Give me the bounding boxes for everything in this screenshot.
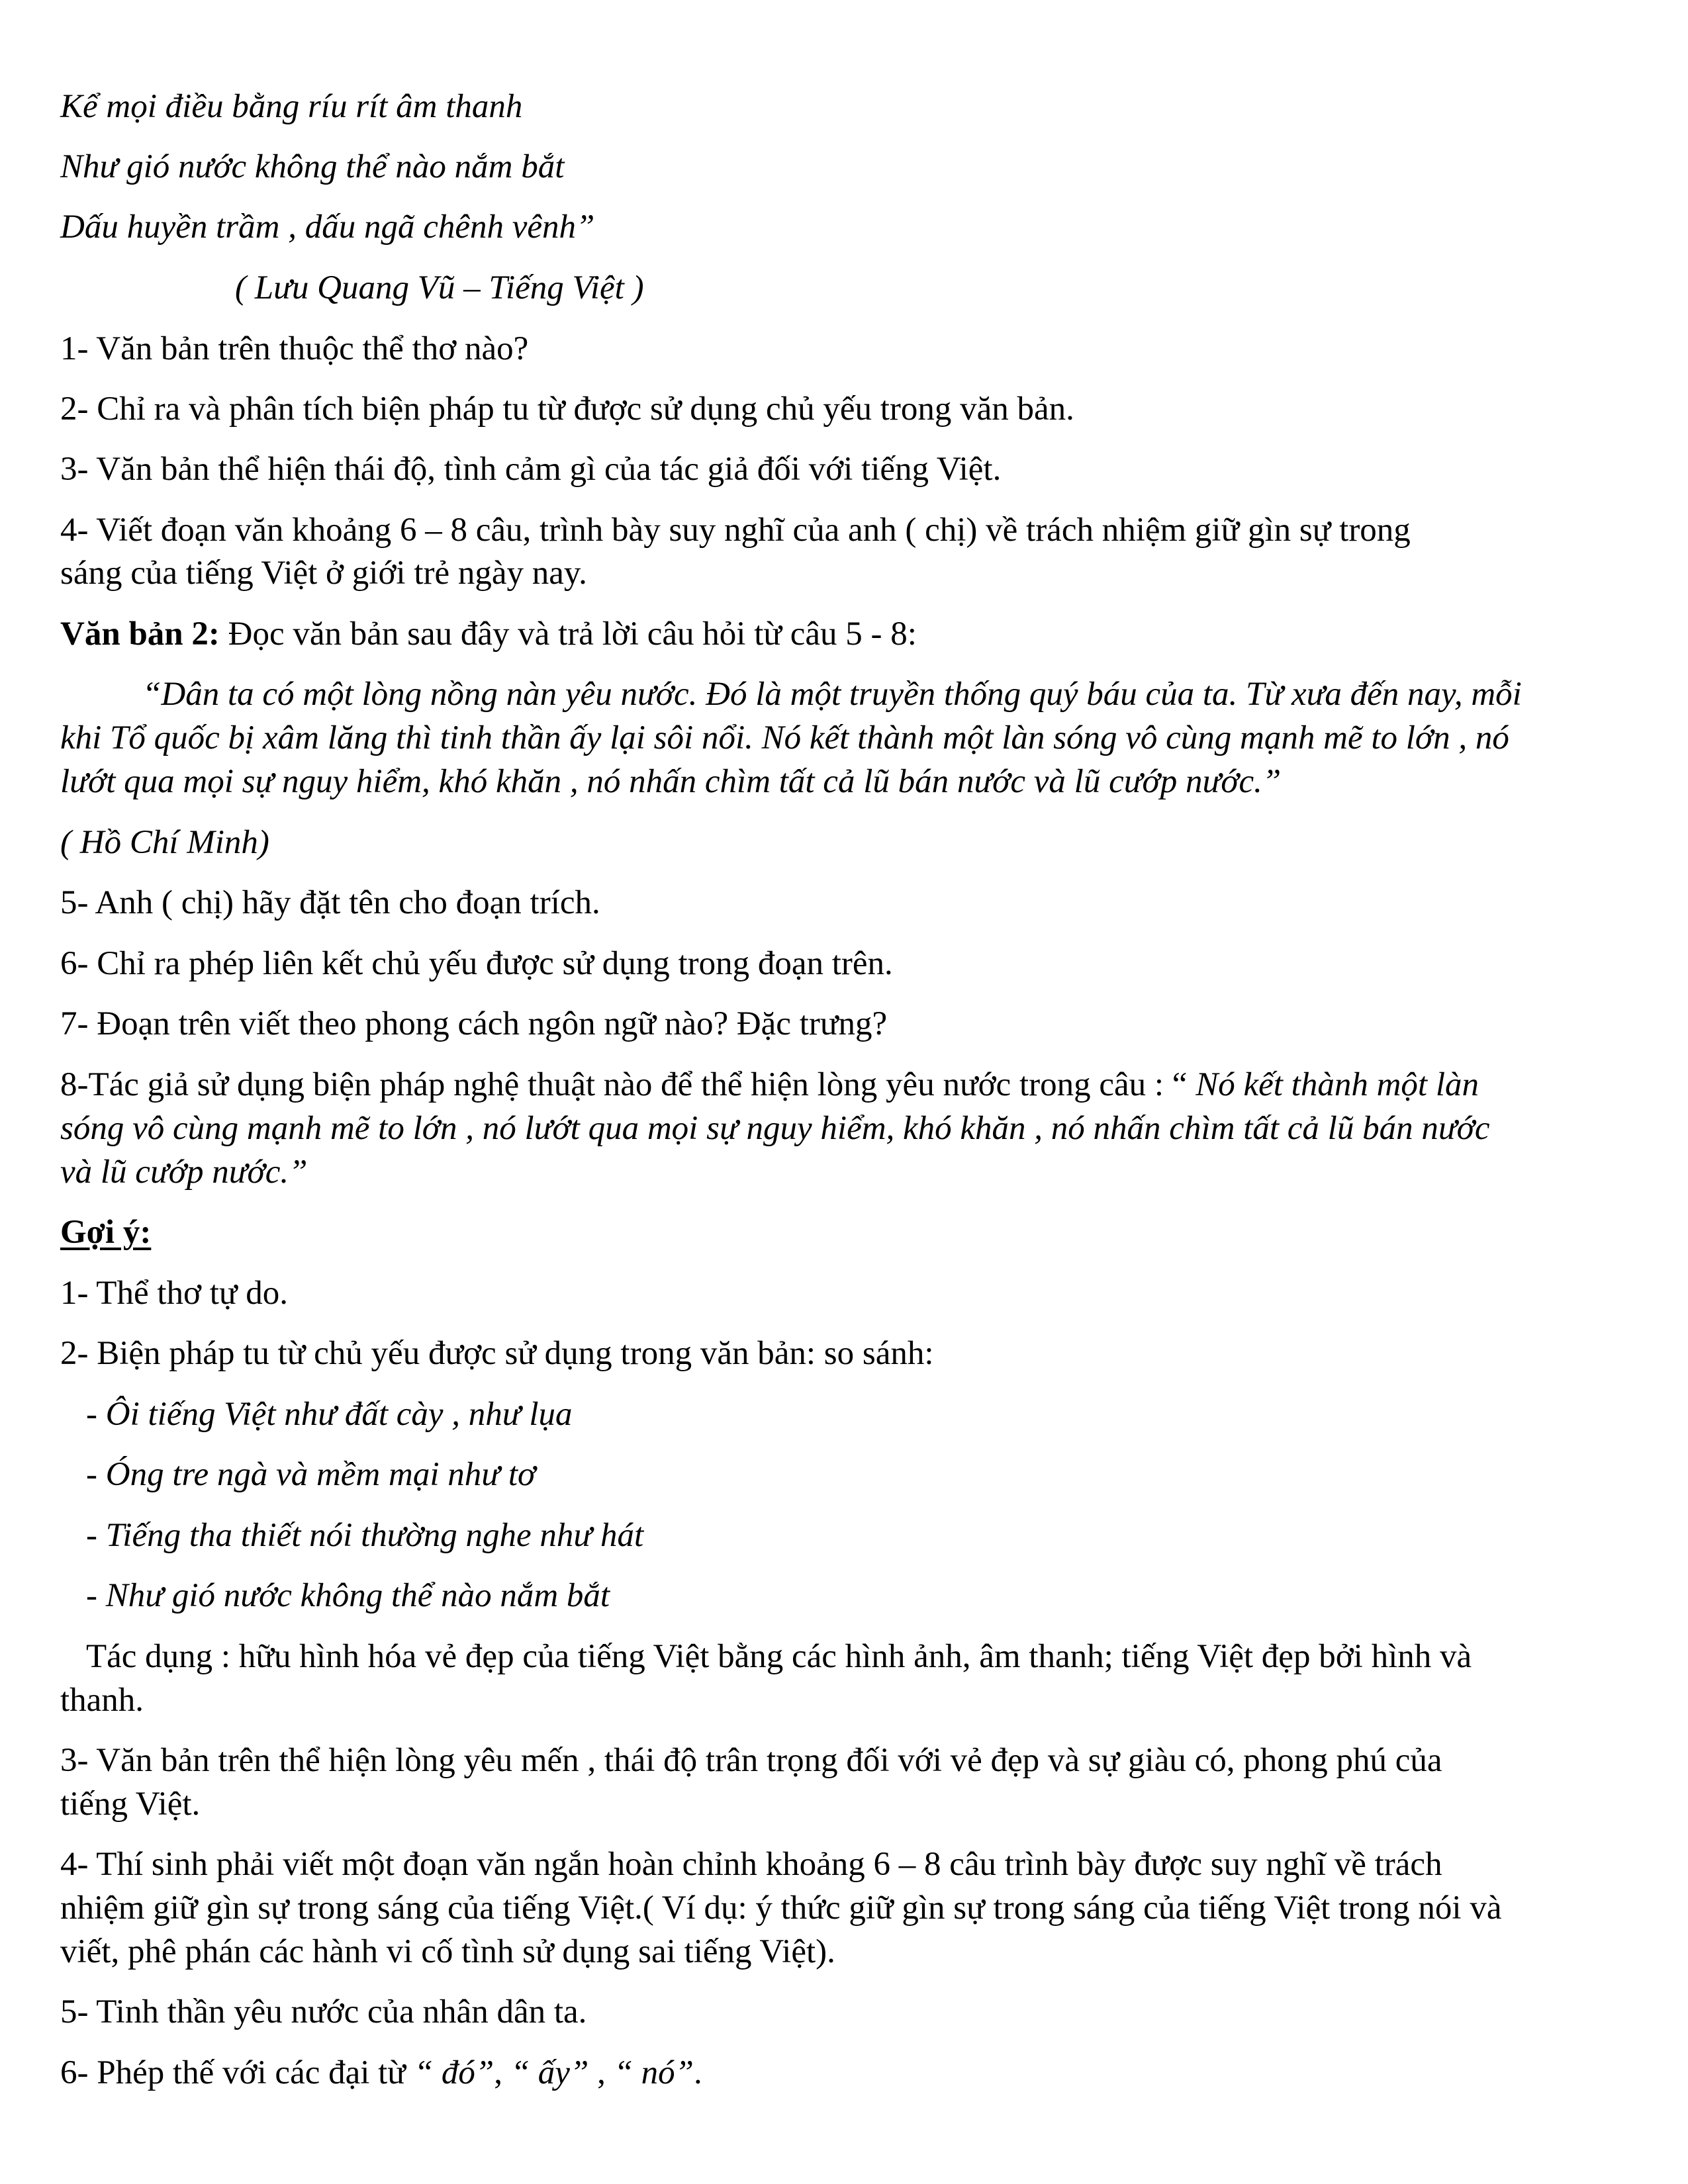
question-8-line: [60, 1063, 1479, 1107]
answer-4-line: viết, phê phán các hành vi cố tình sử dụng sai tiếng Việt).: [60, 1933, 835, 1970]
question-3: 3- Văn bản thể hiện thái độ, tình cảm gì của tác giả đối với tiếng Việt.: [60, 451, 1002, 488]
poem-attribution: ( Lưu Quang Vũ – Tiếng Việt ): [235, 269, 644, 306]
quote-line: khi Tổ quốc bị xâm lăng thì tinh thần ấy lại sôi nổi. Nó kết thành một làn sóng vô cùng mạnh mẽ to lớn , nó: [60, 719, 1509, 756]
effect-line: thanh.: [60, 1682, 144, 1719]
answer-6: [60, 2051, 702, 2095]
question-8-line: và lũ cướp nước.”: [60, 1154, 308, 1191]
separator: ,: [588, 2054, 614, 2091]
effect-line: Tác dụng : hữu hình hóa vẻ đẹp của tiếng Việt bằng các hình ảnh, âm thanh; tiếng Việt đẹp bởi hình và: [86, 1638, 1472, 1675]
pronoun-ay: “ ấy”: [510, 2054, 589, 2091]
example-line: - Óng tre ngà và mềm mại như tơ: [86, 1456, 536, 1493]
answer-6-text: 6- Phép thế với các đại từ: [60, 2054, 414, 2091]
answer-5: 5- Tinh thần yêu nước của nhân dân ta.: [60, 1993, 587, 2030]
text-2-heading: [60, 612, 917, 657]
question-8-quote: Nó kết thành một làn: [1196, 1066, 1479, 1103]
question-2: 2- Chỉ ra và phân tích biện pháp tu từ được sử dụng chủ yếu trong văn bản.: [60, 390, 1074, 428]
answer-4-line: nhiệm giữ gìn sự trong sáng của tiếng Việt.( Ví dụ: ý thức giữ gìn sự trong sáng của tiếng Việt trong nói và: [60, 1889, 1502, 1927]
answer-3-line: tiếng Việt.: [60, 1786, 201, 1823]
example-line: - Tiếng tha thiết nói thường nghe như hát: [86, 1517, 644, 1554]
question-7: 7- Đoạn trên viết theo phong cách ngôn ngữ nào? Đặc trưng?: [60, 1005, 888, 1042]
example-line: - Ôi tiếng Việt như đất cày , như lụa: [86, 1396, 573, 1433]
pronoun-do: “ đó”: [414, 2054, 494, 2091]
hints-heading: Gợi ý:: [60, 1214, 152, 1251]
question-5: 5- Anh ( chị) hãy đặt tên cho đoạn trích.: [60, 884, 600, 921]
text-2-label: Văn bản 2:: [60, 615, 220, 653]
quote-line: lướt qua mọi sự nguy hiểm, khó khăn , nó nhấn chìm tất cả lũ bán nước và lũ cướp nước.”: [60, 763, 1282, 800]
text-2-instruction: Đọc văn bản sau đây và trả lời câu hỏi từ câu 5 - 8:: [219, 615, 917, 653]
quote-line: “Dân ta có một lòng nồng nàn yêu nước. Đó là một truyền thống quý báu của ta. Từ xưa đến nay, mỗi: [142, 676, 1522, 713]
answer-4-line: 4- Thí sinh phải viết một đoạn văn ngắn hoàn chỉnh khoảng 6 – 8 câu trình bày được suy nghĩ về trách: [60, 1846, 1442, 1883]
question-1: 1- Văn bản trên thuộc thể thơ nào?: [60, 330, 529, 367]
poem-line: Như gió nước không thể nào nắm bắt: [60, 148, 565, 185]
separator: ,: [494, 2054, 511, 2091]
answer-2: 2- Biện pháp tu từ chủ yếu được sử dụng trong văn bản: so sánh:: [60, 1335, 934, 1372]
question-4-line: 4- Viết đoạn văn khoảng 6 – 8 câu, trình bày suy nghĩ của anh ( chị) về trách nhiệm giữ gìn sự trong: [60, 512, 1411, 549]
poem-line: Dấu huyền trầm , dấu ngã chênh vênh”: [60, 208, 595, 246]
question-4-line: sáng của tiếng Việt ở giới trẻ ngày nay.: [60, 555, 587, 592]
period: .: [694, 2054, 702, 2091]
pronoun-no: “ nó”: [614, 2054, 694, 2091]
question-6: 6- Chỉ ra phép liên kết chủ yếu được sử dụng trong đoạn trên.: [60, 945, 893, 982]
answer-1: 1- Thể thơ tự do.: [60, 1275, 289, 1312]
example-line: - Như gió nước không thể nào nắm bắt: [86, 1577, 610, 1614]
answer-3-line: 3- Văn bản trên thể hiện lòng yêu mến , thái độ trân trọng đối với vẻ đẹp và sự giàu có, phong phú của: [60, 1742, 1442, 1779]
question-8-line: sóng vô cùng mạnh mẽ to lớn , nó lướt qua mọi sự nguy hiểm, khó khăn , nó nhấn chìm tất cả lũ bán nước: [60, 1110, 1490, 1147]
question-8-prompt: 8-Tác giả sử dụng biện pháp nghệ thuật nào để thể hiện lòng yêu nước trong câu : “: [60, 1066, 1196, 1103]
poem-line: Kể mọi điều bằng ríu rít âm thanh: [60, 88, 523, 125]
quote-attribution: ( Hồ Chí Minh): [60, 824, 269, 861]
